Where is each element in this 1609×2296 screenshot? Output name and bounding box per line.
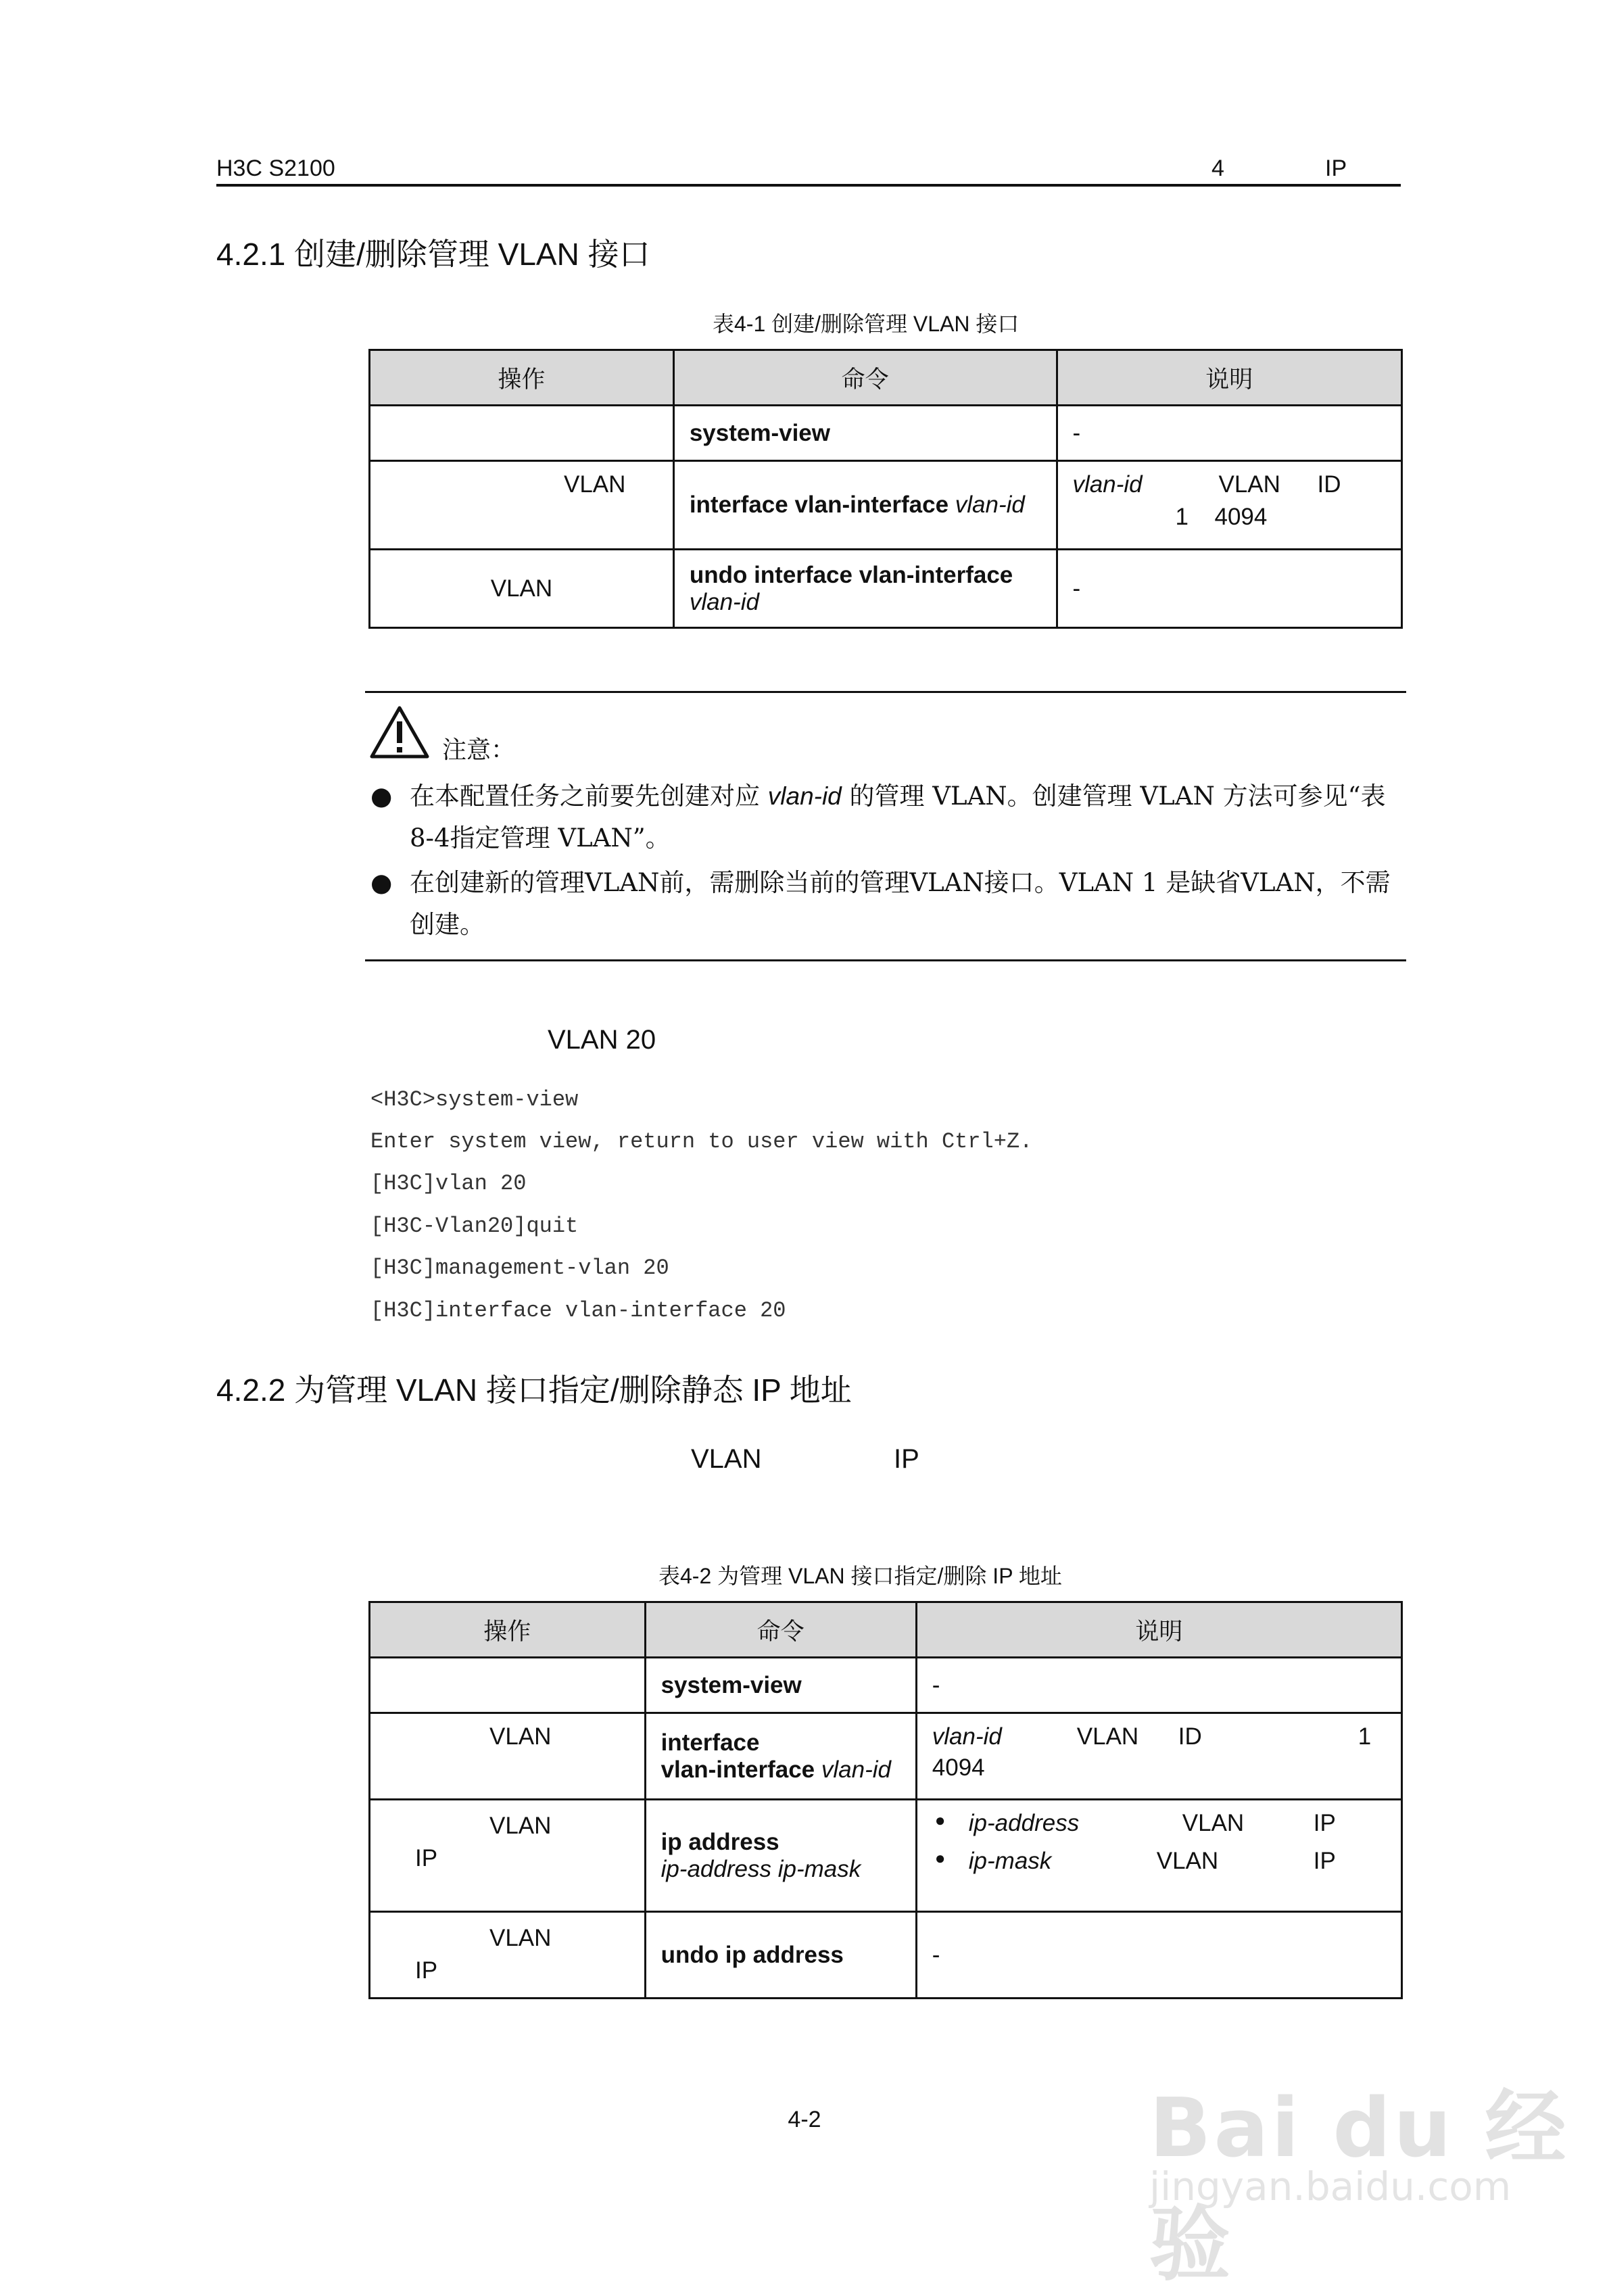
table1-r2-desc-id: ID [1317,471,1341,498]
table2-r4-cmd: undo ip address [645,1912,916,1999]
table2-r2-cmd-arg: vlan-id [821,1756,891,1783]
table1-r3-desc: - [1057,550,1402,628]
table2-header-op: 操作 [370,1602,646,1658]
table1-r3-cmd [673,550,1057,628]
table1-header-op: 操作 [370,350,674,406]
table1-r2-cmd-arg: vlan-id [955,492,1025,518]
caution-note [365,691,1406,961]
table-row [370,550,1402,628]
note-title: 注意： [442,736,516,764]
table2-r1-desc: - [916,1658,1401,1713]
list-item [932,1810,1386,1848]
code-line: [H3C]interface vlan-interface 20 [370,1298,786,1323]
section-heading-4-2-1: 4.2.1 创建/删除管理 VLAN 接口 [216,237,650,272]
table2-caption: 表4-2 为管理 VLAN 接口指定/删除 IP 地址 [658,1564,1062,1588]
table1-r3-op: VLAN [370,550,674,628]
table1-r2-desc-max: 4094 [1214,504,1268,530]
table2-r3-cmd-arg: ip-address ip-mask [661,1855,861,1882]
warning-triangle-icon [369,705,430,759]
table1-r1-op [370,406,674,461]
note-b1-arg: vlan-id [767,782,842,810]
table2-header-desc: 说明 [916,1602,1401,1658]
table1-r1-desc: - [1057,406,1402,461]
bullet-icon: ● [370,868,393,897]
table1-caption: 表4-1 创建/删除管理 VLAN 接口 [713,312,1019,336]
table2-r4-op [370,1912,646,1999]
table1-r2-cmd-bold: interface vlan-interface [689,492,949,518]
table2-r4-desc: - [916,1912,1401,1999]
note-b1-part-a: 在本配置任务之前要先创建对应 [410,782,768,811]
table2-r4-op-ip: IP [415,1957,438,1984]
table1-r3-cmd-arg: vlan-id [689,588,759,615]
header-chapter: 4 [1211,156,1224,181]
table2-r3-cmd [645,1800,916,1912]
table2-r2-desc-vlan: VLAN [1076,1723,1139,1750]
table1-r3-cmd-bold: undo interface vlan-interface [689,561,1013,588]
table2-r3-op-vlan: VLAN [489,1813,552,1839]
table1-r2-op: VLAN [370,461,674,550]
note-bullet-2-text: 在创建新的管理VLAN前，需删除当前的管理VLAN接口。VLAN 1 是缺省VLAN，不需创建。 [410,868,1391,939]
code-line: [H3C]management-vlan 20 [370,1255,669,1281]
table1-header-desc: 说明 [1057,350,1402,406]
table1-r2-cmd [673,461,1057,550]
table1-r2-desc [1057,461,1402,550]
running-header [216,153,1401,187]
table2-r2-cmd-line1: interface [661,1729,760,1756]
table2-r3-d1-ip: IP [1313,1810,1336,1836]
table2-r2-desc-arg: vlan-id [932,1723,1002,1750]
table-row [370,406,1402,461]
section-intro-vlan: VLAN [691,1444,762,1474]
table2-r2-desc-max: 4094 [932,1754,985,1781]
section-heading-4-2-2: 4.2.2 为管理 VLAN 接口指定/删除静态 IP 地址 [216,1372,852,1408]
table2-r3-d1-arg: ip-address [968,1810,1080,1836]
table2-r4-op-vlan: VLAN [489,1925,552,1951]
table2-r2-cmd-line2: vlan-interface [661,1756,815,1783]
code-line: [H3C]vlan 20 [370,1171,527,1196]
table2-r1-cmd: system-view [645,1658,916,1713]
table-row [370,1658,1402,1713]
table2-r2-desc-id: ID [1178,1723,1202,1750]
code-line: [H3C-Vlan20]quit [370,1214,579,1239]
table2-r3-d2-ip: IP [1313,1848,1336,1874]
table2-r3-op-ip: IP [415,1845,438,1871]
table1-r1-cmd: system-view [673,406,1057,461]
table2-r3-desc [916,1800,1401,1912]
table-row [370,1912,1402,1999]
table1-r2-desc-arg: vlan-id [1072,471,1143,498]
watermark-url: jingyan.baidu.com [1149,2163,1512,2209]
table2-r2-cmd [645,1713,916,1800]
table1 [368,349,1403,629]
table2-header-cmd: 命令 [645,1602,916,1658]
header-product: H3C S2100 [216,156,335,181]
table1-r2-desc-min: 1 [1175,504,1188,530]
table2 [368,1601,1403,1999]
note-bullet-1-text [410,775,1406,859]
table1-header-cmd: 命令 [673,350,1057,406]
note-b1-part-b: 的管理 VLAN。创建管理 VLAN 方法可参见“表 8-4指定管理 VLAN”。 [410,782,1386,853]
section-intro-ip: IP [894,1444,919,1474]
table2-r3-d2-vlan: VLAN [1156,1848,1219,1874]
table-row [370,461,1402,550]
header-title: IP [1325,156,1347,181]
page-number: 4-2 [788,2107,821,2132]
bullet-icon: ● [370,782,393,811]
table2-r3-op [370,1800,646,1912]
table1-r2-desc-vlan: VLAN [1218,471,1280,498]
table2-r2-op: VLAN [370,1713,646,1800]
example-label: VLAN 20 [548,1025,656,1055]
list-item [932,1848,1386,1886]
table-row [370,1713,1402,1800]
table2-r2-desc [916,1713,1401,1800]
table2-r2-desc-min: 1 [1358,1723,1372,1750]
table-row [370,1800,1402,1912]
table2-r3-d1-vlan: VLAN [1182,1810,1245,1836]
watermark-brand: Bai du 经验 [1149,2082,1569,2292]
code-line: Enter system view, return to user view with Ctrl+Z. [370,1129,1033,1154]
table2-r3-cmd-bold: ip address [661,1828,779,1855]
table2-r1-op [370,1658,646,1713]
code-line: <H3C>system-view [370,1087,579,1112]
table2-r3-d2-arg: ip-mask [968,1848,1052,1874]
